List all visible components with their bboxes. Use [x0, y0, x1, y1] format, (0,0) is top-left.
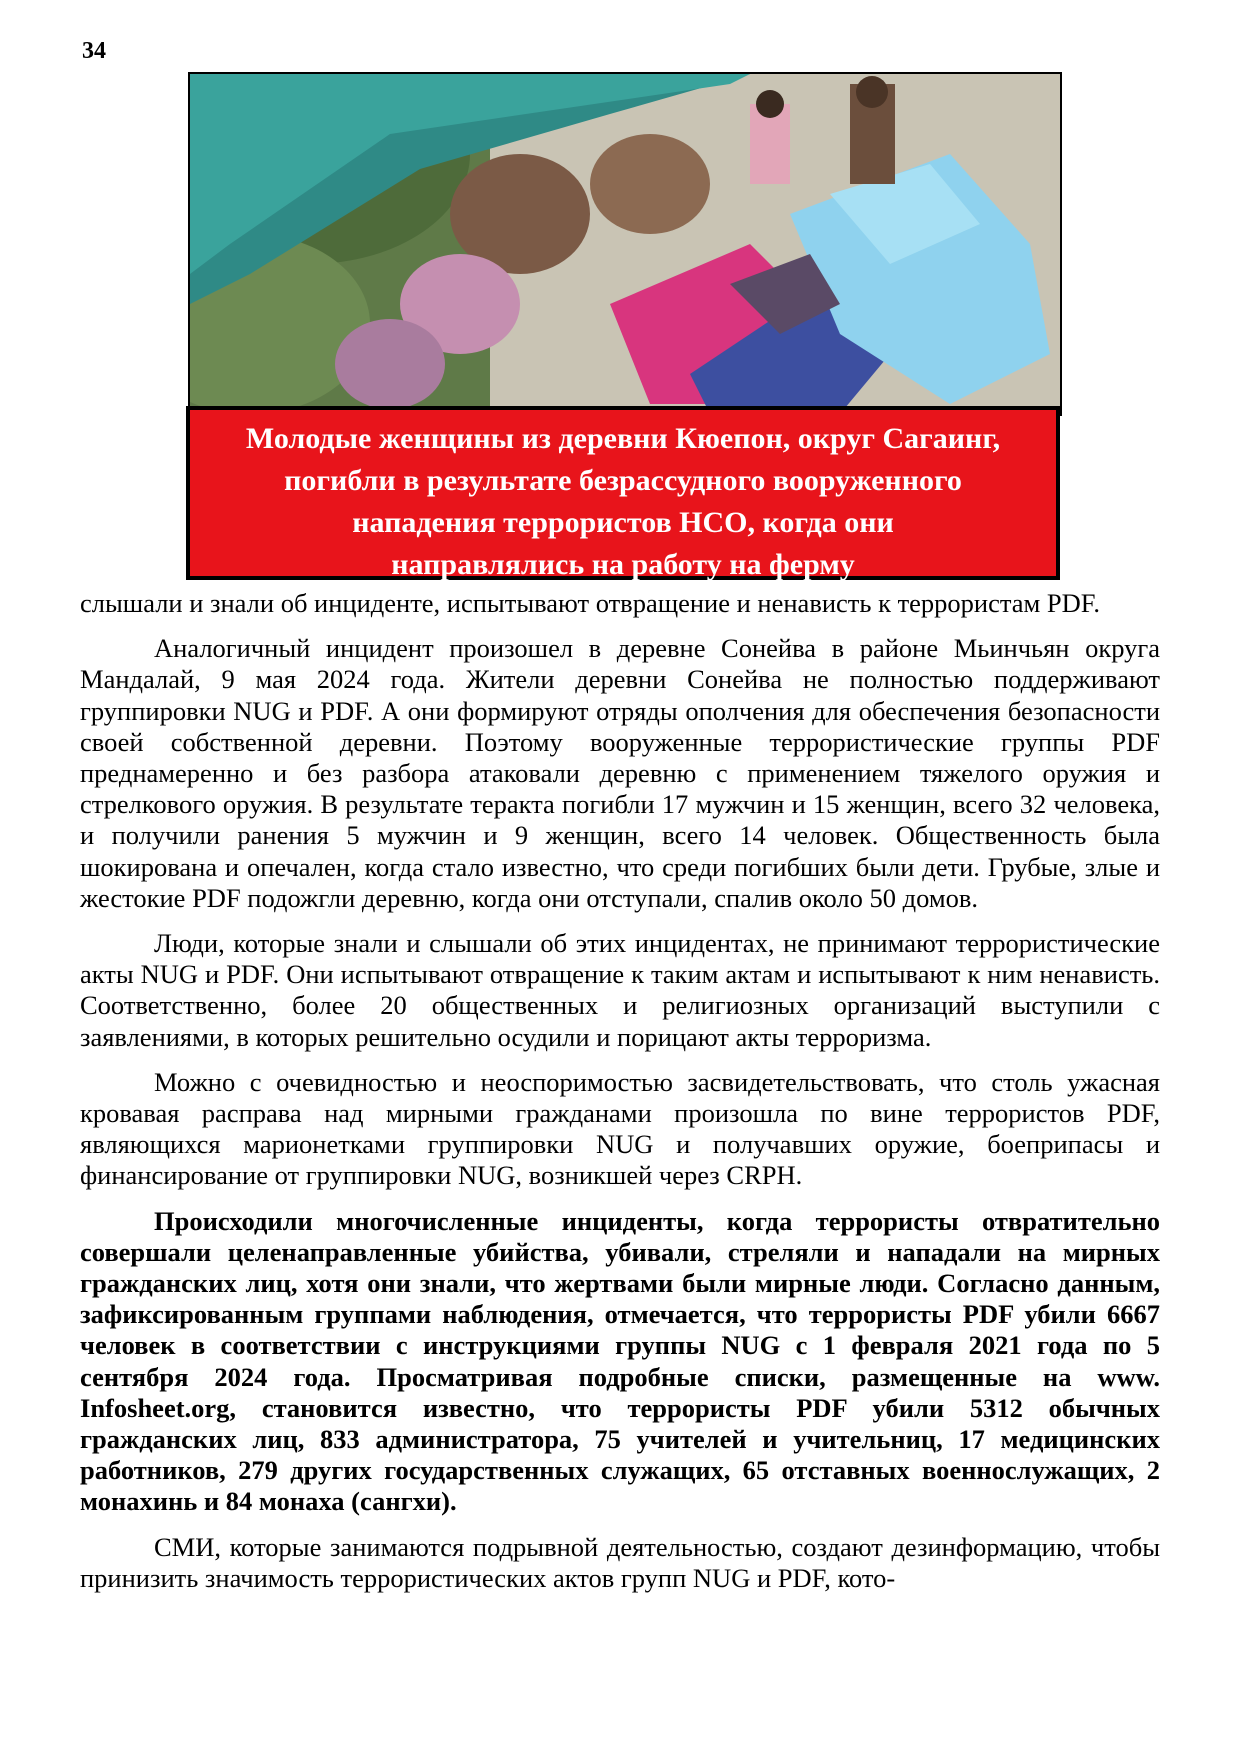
news-photo: [188, 72, 1062, 416]
paragraph: Аналогичный инцидент произошел в деревне Сонейва в районе Мьинчьян округа Мандалай, 9 мая 2024 года. Жители деревни Сонейва не полностью поддерживают группировки NUG и PDF. А они формируют отряды ополчения для обеспечения безопасности своей собственной деревни. Поэтому вооруженные террористические группы PDF преднамеренно и без разбора атаковали деревню с применением тяжелого оружия и стрелкового оружия. В результате теракта погибли 17 мужчин и 15 женщин, всего 32 человека, и получили ранения 5 мужчин и 9 женщин, всего 14 человек. Общественность была шокирована и опечален, когда стало известно, что среди погибших были дети. Грубые, злые и жестокие PDF подожгли деревню, когда они отступали, спалив около 50 домов.: [80, 633, 1160, 913]
article-body: [80, 588, 1160, 1608]
photo-of-victims-under-tarp-icon: [190, 74, 1060, 414]
caption-line: погибли в результате безрассудного вооруженного: [284, 464, 962, 497]
paragraph: Люди, которые знали и слышали об этих инцидентах, не принимают террористические акты NUG и PDF. Они испытывают отвращение к таким актам и испытывают к ним ненависть. Соответственно, более 20 общественных и религиозных организаций выступили с заявлениями, в которых решительно осудили и порицают акты терроризма.: [80, 928, 1160, 1052]
page-number: 34: [82, 38, 106, 64]
paragraph: слышали и знали об инциденте, испытывают отвращение и ненависть к террористам PDF.: [80, 588, 1101, 618]
caption-line: направлялись на работу на ферму: [391, 548, 855, 581]
paragraph: Можно с очевидностью и неоспоримостью засвидетельствовать, что столь ужасная кровавая расправа над мирными гражданами произошла по вине террористов PDF, являющихся марионетками группировки NUG и получавших оружие, боеприпасы и финансирование от группировки NUG, возникшей через CRPH.: [80, 1066, 1160, 1191]
caption-line: Молодые женщины из деревни Кюепон, округ Сагаинг,: [245, 422, 1001, 455]
paragraph-bold: Происходили многочисленные инциденты, когда террористы отвратительно совершали целенаправленные убийства, убивали, стреляли и нападали на мирных гражданских лиц, хотя они знали, что жертвами были мирные люди. Согласно данным, зафиксированным группами наблюдения, отмечается, что террористы PDF убили 6667 человек в соответствии с инструкциями группы NUG с 1 февраля 2021 года по 5 сентября 2024 года. Просматривая подробные списки, размещенные на www. Infosheet.org, становится известно, что террористы PDF убили 5312 обычных гражданских лиц, 833 администратора, 75 учителей и учительниц, 17 медицинских работников, 279 других государственных служащих, 65 отставных военнослужащих, 2 монахинь и 84 монаха (сангхи).: [80, 1205, 1160, 1517]
paragraph: СМИ, которые занимаются подрывной деятельностью, создают дезинформацию, чтобы принизить значимость террористических актов групп NUG и PDF, кото-: [80, 1531, 1160, 1593]
photo-caption: [186, 406, 1060, 580]
caption-line: нападения террористов НСО, когда они: [352, 506, 894, 539]
